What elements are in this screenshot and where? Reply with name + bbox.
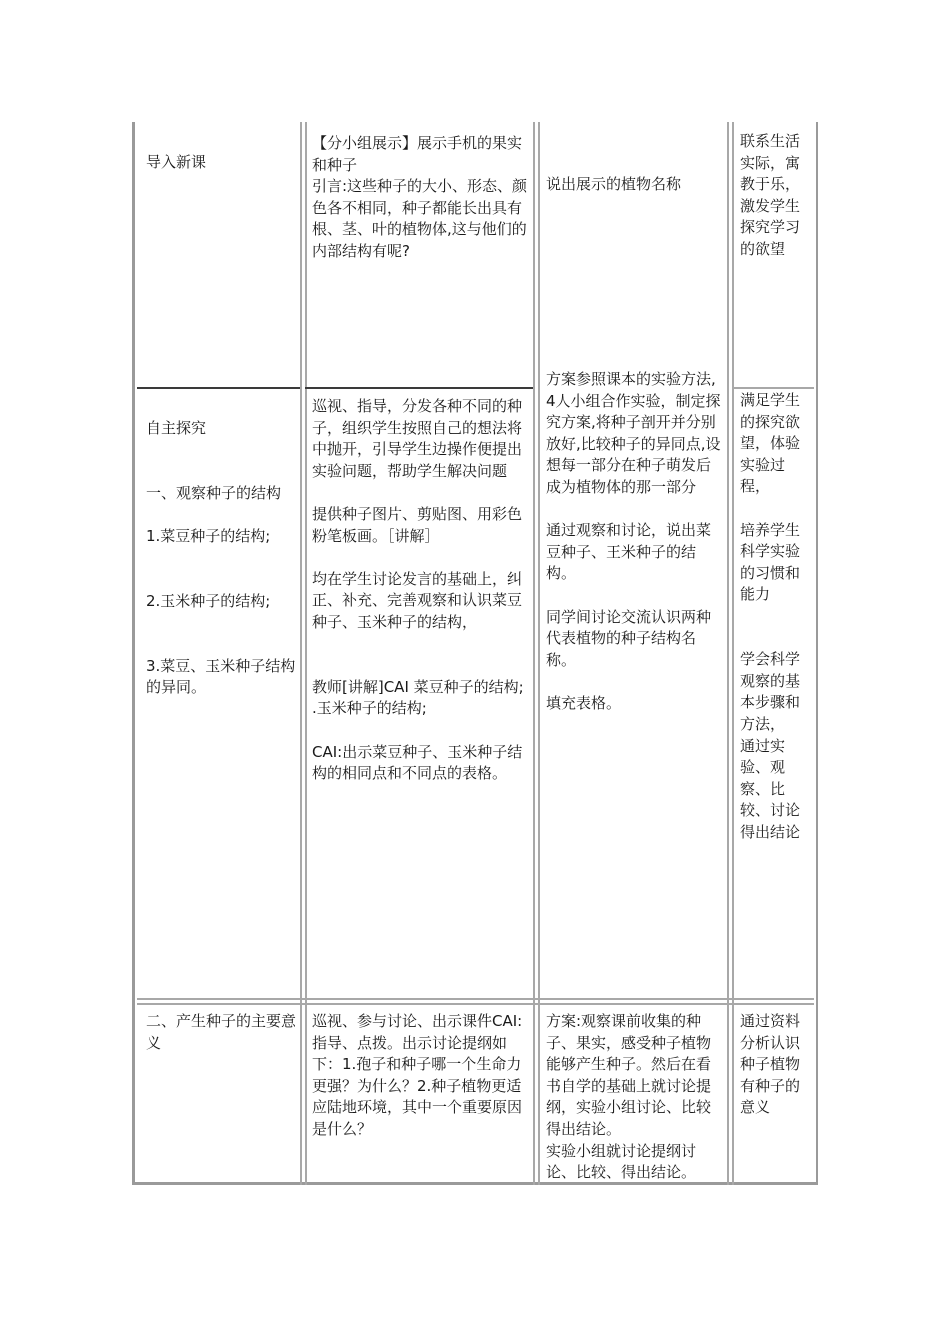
cell-text: 【分小组展示】展示手机的果实和种子 bbox=[312, 134, 523, 174]
row3-col1 bbox=[146, 1011, 296, 1054]
cell-text: 二、产生种子的主要意义 bbox=[146, 1012, 297, 1052]
row2-col4 bbox=[740, 390, 808, 843]
column-divider bbox=[305, 122, 307, 1185]
row-divider bbox=[137, 387, 300, 389]
column-divider bbox=[727, 122, 729, 1185]
cell-text: 一、观察种子的结构 bbox=[146, 483, 282, 502]
cell-text: 4人小组合作实验，制定探究方案,将种子剖开并分别放好,比较种子的异同点,设想每一部分在种子萌发后成为植物体的那一部分 bbox=[546, 391, 721, 496]
cell-text: 引言:这些种子的大小、形态、颜色各不相同，种子都能长出具有根、茎、叶的植物体,这与他们的内部结构有呢? bbox=[312, 177, 528, 260]
cell-text: .玉米种子的结构; bbox=[312, 699, 427, 718]
cell-text: 满足学生的探究欲望，体验实验过程， bbox=[740, 391, 801, 496]
cell-text: 通过实验、观察、比较、讨论得出结论 bbox=[740, 736, 801, 841]
row-divider bbox=[305, 387, 533, 389]
row2-col2 bbox=[312, 396, 528, 785]
row2-col1 bbox=[146, 418, 296, 699]
cell-text: 同学间讨论交流认识两种代表植物的种子结构名称。 bbox=[546, 607, 712, 669]
cell-text: 3.菜豆、玉米种子结构的异同。 bbox=[146, 656, 296, 697]
row1-col2 bbox=[312, 133, 528, 263]
cell-text: 均在学生讨论发言的基础上，纠正、补充、完善观察和认识菜豆种子、玉米种子的结构， bbox=[312, 569, 523, 631]
cell-text: 通过观察和讨论，说出菜豆种子、王米种子的结构。 bbox=[546, 521, 712, 583]
cell-text: 巡视、参与讨论、出示课件CAI:指导、点拨。出示讨论提纲如下：1.孢子和种子哪一个生命力更强？为什么？2.种子植物更适应陆地环境，其中一个重要原因是什么？ bbox=[312, 1012, 523, 1138]
cell-text: 自主探究 bbox=[146, 419, 207, 437]
row-divider bbox=[732, 387, 814, 389]
cell-text: 学会科学观察的基本步骤和方法， bbox=[740, 650, 801, 733]
column-divider bbox=[533, 122, 535, 1185]
column-divider bbox=[300, 122, 302, 1185]
cell-text: 培养学生科学实验的习惯和能力 bbox=[740, 520, 801, 604]
cell-text: 通过资料分析认识种子植物有种子的意义 bbox=[740, 1012, 801, 1117]
row1-col1 bbox=[146, 152, 296, 174]
cell-text: 说出展示的植物名称 bbox=[546, 175, 682, 193]
row-divider bbox=[137, 998, 814, 1000]
cell-text: 填充表格。 bbox=[546, 693, 622, 712]
cell-text: 1.菜豆种子的结构; bbox=[146, 526, 271, 545]
cell-text: 导入新课 bbox=[146, 153, 207, 171]
cell-text: 2.玉米种子的结构; bbox=[146, 591, 271, 610]
row1-col4 bbox=[740, 131, 808, 261]
cell-text: 提供种子图片、剪贴图、用彩色粉笔板画。［讲解］ bbox=[312, 504, 523, 545]
cell-text: 方案:观察课前收集的种子、果实，感受种子植物能够产生种子。然后在看书自学的基础上就讨论提纲，实验小组讨论、比较得出结论。 bbox=[546, 1012, 712, 1138]
row-divider bbox=[137, 1003, 814, 1005]
row3-col3 bbox=[546, 1011, 724, 1184]
row2-col3 bbox=[546, 369, 724, 715]
cell-text: 教师[讲解]CAI 菜豆种子的结构; bbox=[312, 677, 524, 696]
column-divider bbox=[538, 122, 540, 1185]
cell-text: 联系生活实际，寓教于乐，激发学生探究学习的欲望 bbox=[740, 132, 801, 258]
row1-col3 bbox=[546, 174, 724, 196]
cell-text: 方案参照课本的实验方法, bbox=[546, 370, 716, 388]
row3-col2 bbox=[312, 1011, 528, 1141]
cell-text: 巡视、指导，分发各种不同的种子，组织学生按照自己的想法将中抛开，引导学生边操作便提出实验问题，帮助学生解决问题 bbox=[312, 397, 523, 480]
column-divider bbox=[732, 122, 734, 1185]
cell-text: 实验小组就讨论提纲讨论、比较、得出结论。 bbox=[546, 1141, 697, 1182]
cell-text: CAI:出示菜豆种子、玉米种子结构的相同点和不同点的表格。 bbox=[312, 742, 523, 783]
row3-col4 bbox=[740, 1011, 808, 1119]
